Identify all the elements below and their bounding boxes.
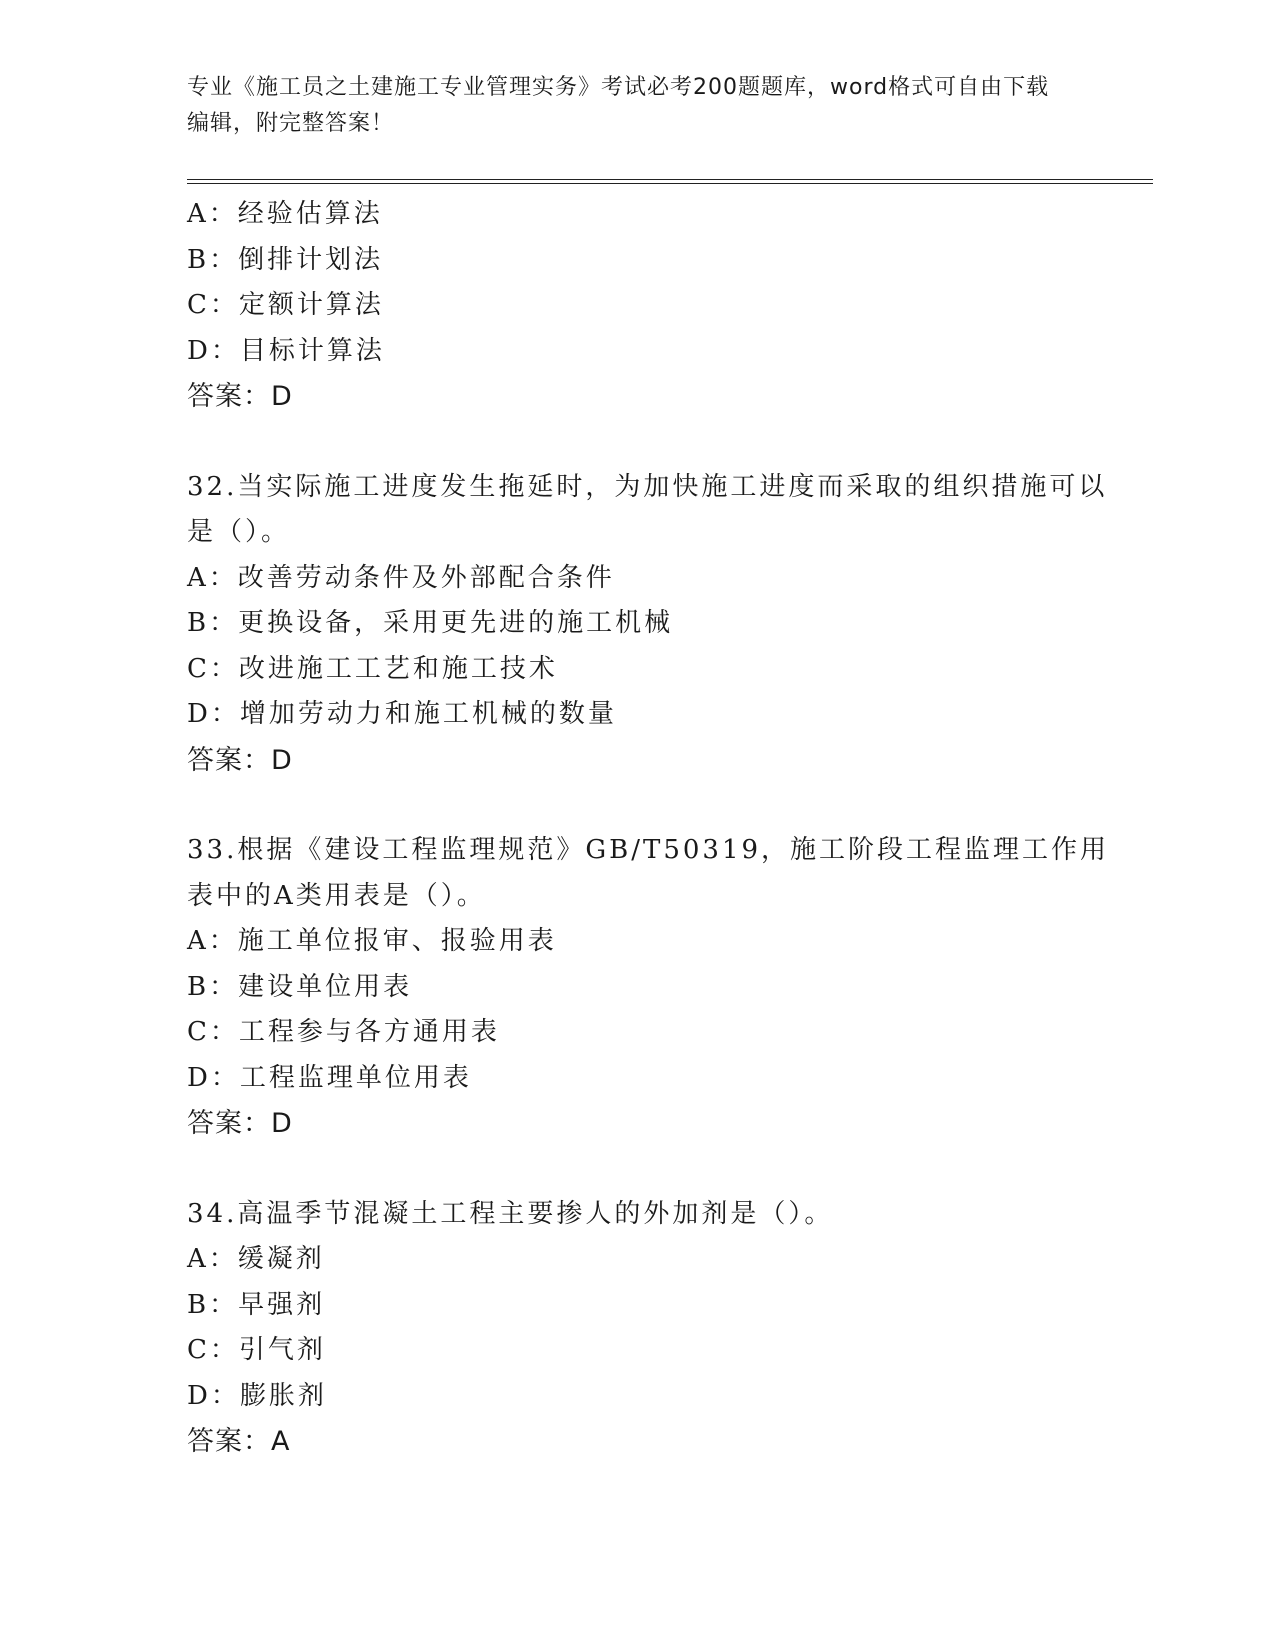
question-block-34: [187, 1192, 1127, 1465]
answer-value: A: [271, 1426, 291, 1457]
option-d: D：增加劳动力和施工机械的数量: [187, 699, 617, 729]
option-b: B：早强剂: [187, 1289, 326, 1320]
question-block-33: [187, 828, 1127, 1147]
answer-prefix: 答案：: [187, 1426, 271, 1457]
option-b: B：建设单位用表: [187, 971, 413, 1002]
option-c: C：定额计算法: [187, 290, 384, 320]
answer-value: D: [271, 1108, 293, 1139]
question-block-31: [187, 192, 1127, 420]
document-header: 专业《施工员之土建施工专业管理实务》考试必考200题题库，word格式可自由下载编辑，附完整答案！: [187, 75, 1050, 136]
answer-line: [187, 374, 1127, 420]
option-d: D：工程监理单位用表: [187, 1062, 472, 1093]
option-a: A：经验估算法: [187, 199, 383, 229]
question-text: 32.当实际施工进度发生拖延时，为加快施工进度而采取的组织措施可以是（）。: [187, 471, 1108, 547]
header-rule-top: [187, 179, 1153, 180]
question-block-32: [187, 465, 1127, 784]
question-list: [187, 192, 1127, 1465]
option-c: C：工程参与各方通用表: [187, 1017, 500, 1047]
question-text: 34.高温季节混凝土工程主要掺人的外加剂是（）。: [187, 1198, 834, 1229]
option-a: A：施工单位报审、报验用表: [187, 926, 557, 956]
option-a: A：改善劳动条件及外部配合条件: [187, 562, 615, 593]
option-c: C：引气剂: [187, 1335, 326, 1365]
answer-prefix: 答案：: [187, 744, 271, 776]
option-c: C：改进施工工艺和施工技术: [187, 653, 558, 684]
answer-line: [187, 738, 1127, 784]
option-d: D：目标计算法: [187, 335, 385, 366]
option-a: A：缓凝剂: [187, 1244, 325, 1274]
answer-value: D: [271, 381, 293, 412]
answer-prefix: 答案：: [187, 381, 271, 412]
answer-prefix: 答案：: [187, 1108, 271, 1139]
answer-line: [187, 1419, 1127, 1465]
answer-value: D: [271, 744, 293, 776]
answer-line: [187, 1101, 1127, 1147]
option-b: B：倒排计划法: [187, 244, 384, 275]
option-b: B：更换设备，采用更先进的施工机械: [187, 608, 674, 638]
option-d: D：膨胀剂: [187, 1380, 327, 1411]
header-rule-bottom: [187, 183, 1153, 184]
question-text: 33.根据《建设工程监理规范》GB/T50319，施工阶段工程监理工作用表中的A类用表是（）。: [187, 835, 1110, 911]
